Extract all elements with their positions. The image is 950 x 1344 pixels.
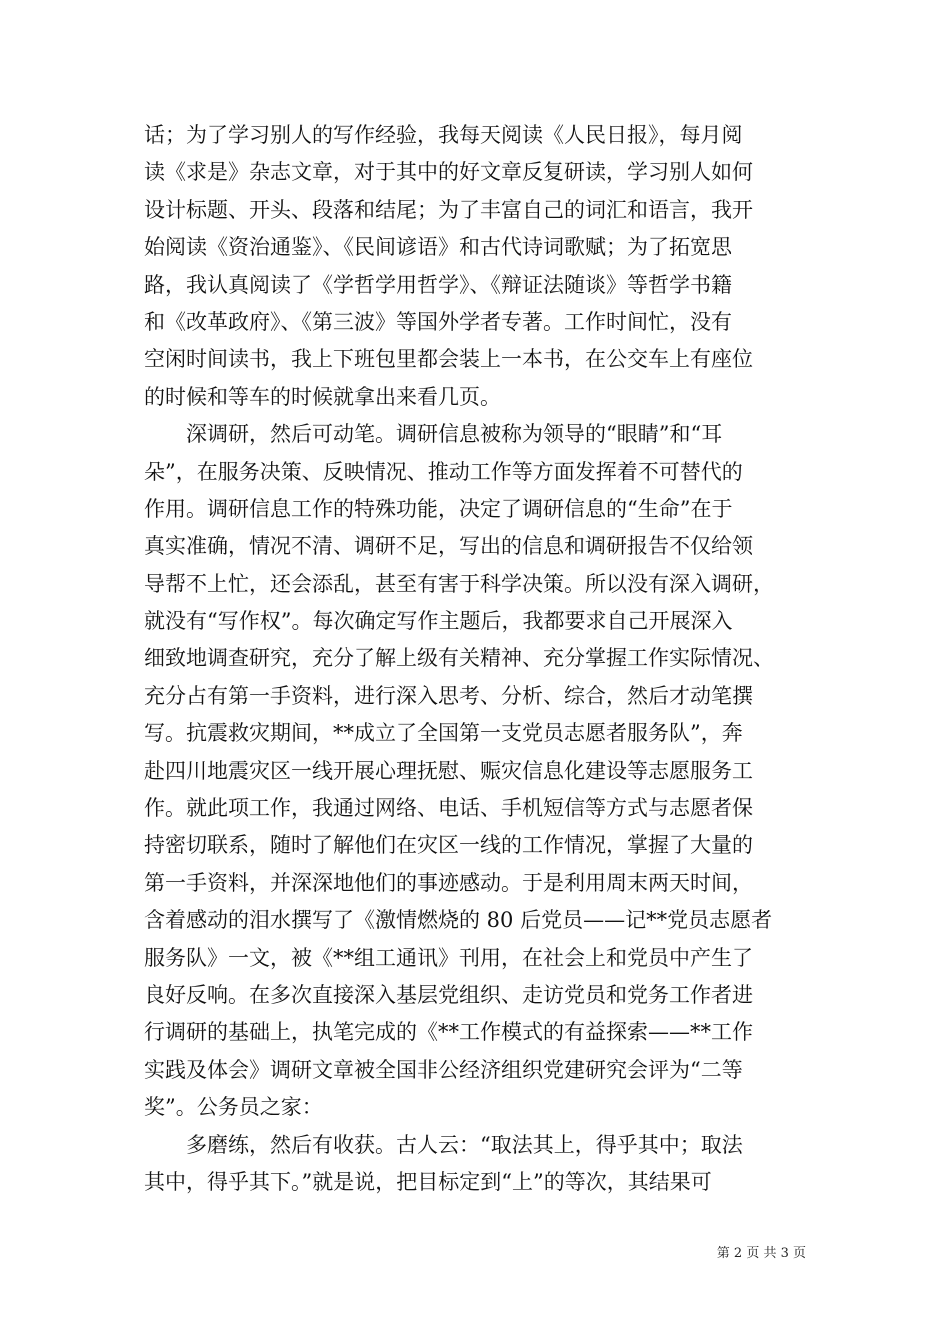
text-line: 充分占有第一手资料，进行深入思考、分析、综合，然后才动笔撰	[144, 683, 753, 708]
text-line: 行调研的基础上，执笔完成的《**工作模式的有益探索——**工作	[144, 1020, 753, 1045]
text-line: 就没有“写作权”。每次确定写作主题后，我都要求自己开展深入	[144, 609, 733, 634]
text-line: 服务队》一文，被《**组工通讯》刊用，在社会上和党员中产生了	[144, 945, 753, 970]
text-line: 设计标题、开头、段落和结尾；为了丰富自己的词汇和语言，我开	[144, 197, 753, 222]
text-line: 良好反响。在多次直接深入基层党组织、走访党员和党务工作者进	[144, 982, 753, 1007]
text-line: 始阅读《资治通鉴》、《民间谚语》和古代诗词歌赋；为了拓宽思	[144, 235, 732, 260]
text-line: 持密切联系，随时了解他们在灾区一线的工作情况，掌握了大量的	[144, 833, 753, 858]
text-line: 真实准确，情况不清、调研不足，写出的信息和调研报告不仅给领	[144, 534, 753, 559]
paragraph-first-line: 深调研，然后可动笔。调研信息被称为领导的“眼睛”和“耳	[186, 422, 723, 447]
text-line: 细致地调查研究，充分了解上级有关精神、充分掌握工作实际情况、	[144, 646, 774, 671]
text-line: 的时候和等车的时候就拿出来看几页。	[144, 384, 501, 409]
text-line: 空闲时间读书，我上下班包里都会装上一本书，在公交车上有座位	[144, 347, 753, 372]
text-line: 作。就此项工作，我通过网络、电话、手机短信等方式与志愿者保	[144, 796, 753, 821]
text-line: 赴四川地震灾区一线开展心理抚慰、赈灾信息化建设等志愿服务工	[144, 758, 753, 783]
text-line: 实践及体会》调研文章被全国非公经济组织党建研究会评为“二等	[144, 1057, 743, 1082]
text-line: 读《求是》杂志文章，对于其中的好文章反复研读，学习别人如何	[144, 160, 753, 185]
text-line: 第一手资料，并深深地他们的事迹感动。于是利用周末两天时间，	[144, 870, 753, 895]
text-line: 朵”，在服务决策、反映情况、推动工作等方面发挥着不可替代的	[144, 459, 743, 484]
body-text	[144, 117, 809, 1201]
text-line: 写。抗震救灾期间，**成立了全国第一支党员志愿者服务队”，奔	[144, 721, 743, 746]
text-line: 含着感动的泪水撰写了《激情燃烧的 80 后党员——记**党员志愿者	[144, 908, 773, 933]
text-line: 奖”。公务员之家：	[144, 1095, 323, 1120]
text-line: 作用。调研信息工作的特殊功能，决定了调研信息的“生命”在于	[144, 496, 733, 521]
text-line: 路，我认真阅读了《学哲学用哲学》、《辩证法随谈》等哲学书籍	[144, 272, 732, 297]
text-line: 导帮不上忙，还会添乱，甚至有害于科学决策。所以没有深入调研，	[144, 571, 774, 596]
page-footer: 第 2 页 共 3 页	[716, 1246, 806, 1261]
text-line: 其中，得乎其下。”就是说，把目标定到“上”的等次，其结果可	[144, 1169, 712, 1194]
paragraph-first-line: 多磨练，然后有收获。古人云：“取法其上，得乎其中；取法	[186, 1132, 743, 1157]
text-line: 和《改革政府》、《第三波》等国外学者专著。工作时间忙，没有	[144, 309, 732, 334]
text-line: 话；为了学习别人的写作经验，我每天阅读《人民日报》，每月阅	[144, 123, 743, 147]
